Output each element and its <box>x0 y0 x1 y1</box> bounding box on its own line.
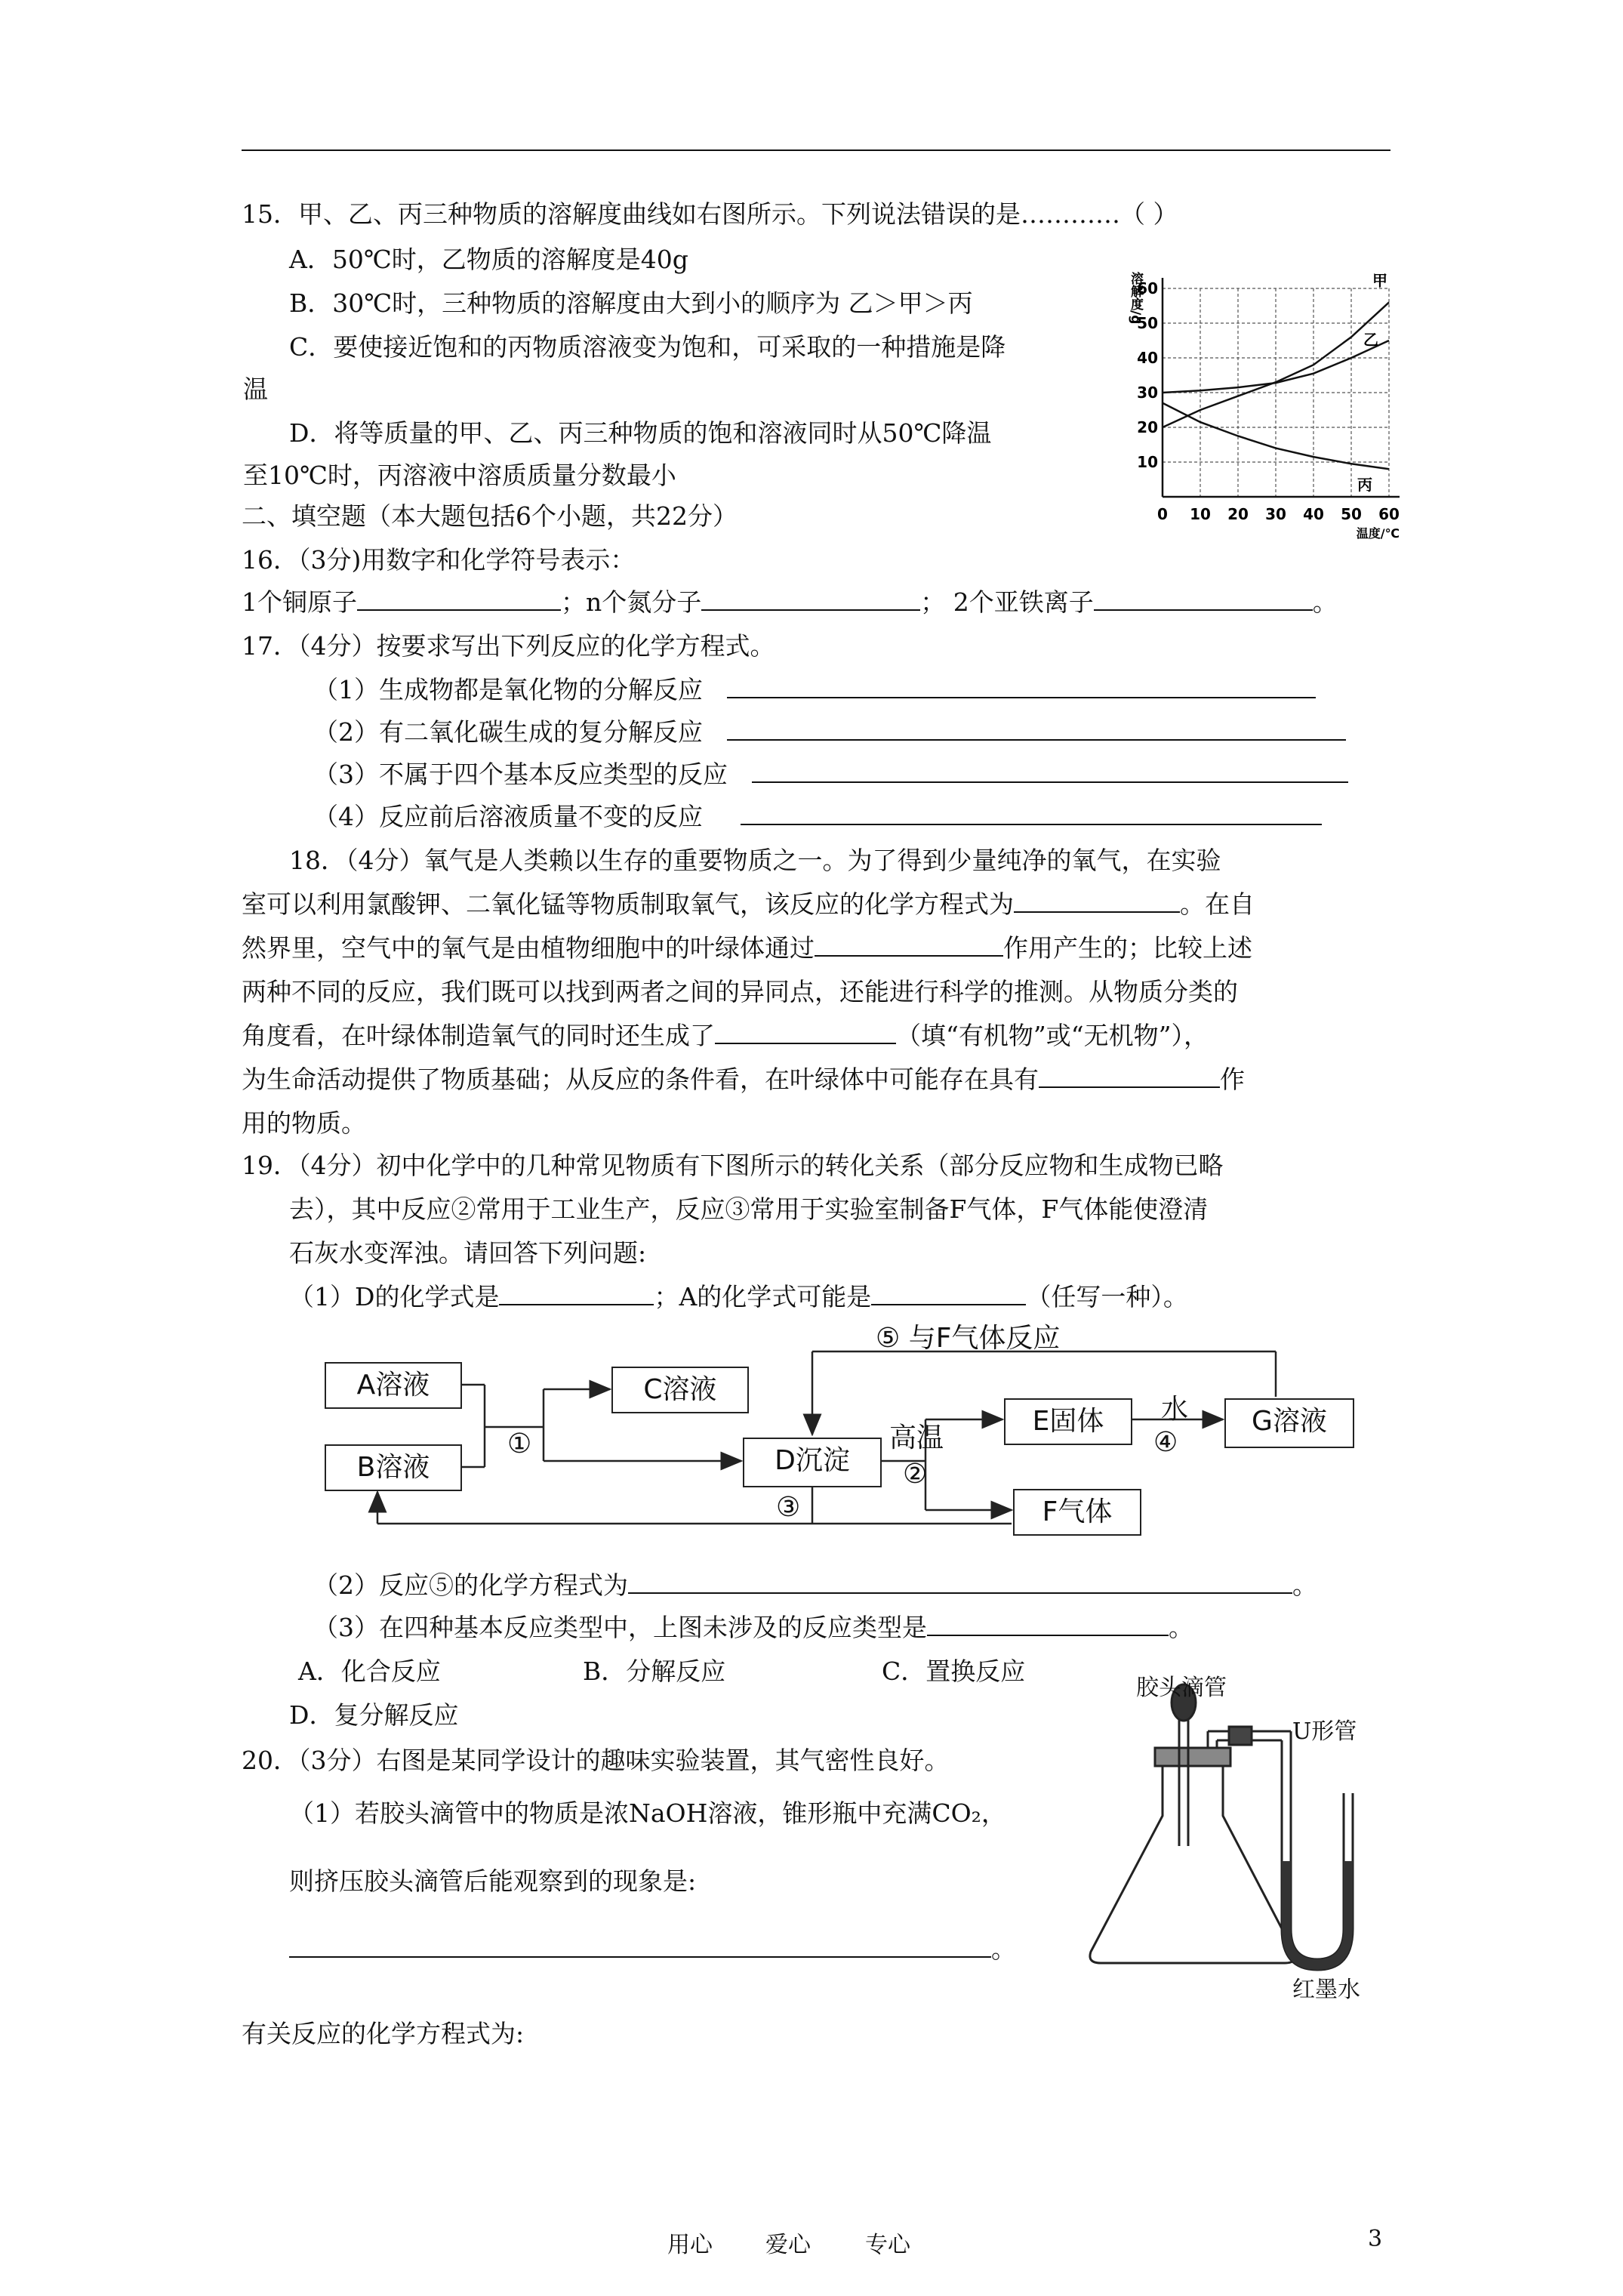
q17-item-4-label: （4）反应前后溶液质量不变的反应 <box>313 802 703 831</box>
q19-blank-1[interactable] <box>499 1281 654 1305</box>
x-tick-label: 0 <box>1157 505 1168 523</box>
y-tick-label: 10 <box>1137 453 1158 471</box>
q18-text-2a: 室可以利用氯酸钾、二氧化锰等物质制取氧气，该反应的化学方程式为 <box>242 889 1014 919</box>
y-axis-label: 溶解度/g <box>1128 272 1143 325</box>
q19-sub-3-label: （3）在四种基本反应类型中，上图未涉及的反应类型是 <box>313 1613 927 1642</box>
node-g-solution: G溶液 <box>1224 1398 1354 1448</box>
q19-sub-1c: （任写一种）。 <box>1026 1282 1188 1311</box>
q17-blank-3[interactable] <box>752 759 1348 783</box>
q18-text-2b: 。在自 <box>1180 889 1255 919</box>
q19-sub-1b: ；A的化学式可能是 <box>654 1282 872 1311</box>
y-tick-label: 50 <box>1137 314 1158 332</box>
q20-end: 。 <box>991 1934 1016 1964</box>
q16-end: 。 <box>1312 587 1338 617</box>
q18-line-5 <box>242 1019 1209 1052</box>
q17-item-2 <box>313 716 1346 749</box>
x-tick-label: 60 <box>1378 505 1400 523</box>
q19-option-b: B．分解反应 <box>583 1657 726 1686</box>
solubility-chart <box>1110 263 1412 542</box>
q18-text-3a: 然界里，空气中的氧气是由植物细胞中的叶绿体通过 <box>242 933 815 963</box>
reaction-2-label: ② <box>903 1459 928 1490</box>
q16-part1: 1个铜原子 <box>242 587 357 617</box>
high-temp-label: 高温 <box>889 1422 944 1453</box>
q16-blank-2[interactable] <box>701 587 920 611</box>
q19-sub-1 <box>289 1281 1188 1314</box>
series-label-3: 丙 <box>1357 476 1372 495</box>
q20-equation-prompt: 有关反应的化学方程式为: <box>242 2019 525 2048</box>
q15-stem: 15．甲、乙、丙三种物质的溶解度曲线如右图所示。下列说法错误的是…………（ ） <box>242 199 1178 229</box>
q17-stem: 17．（4分）按要求写出下列反应的化学方程式。 <box>242 631 775 661</box>
q15-option-a: A．50℃时，乙物质的溶解度是40g <box>289 245 688 274</box>
label-dropper: 胶头滴管 <box>1136 1675 1227 1701</box>
q19-line-3: 石灰水变浑浊。请回答下列问题: <box>289 1238 647 1268</box>
q18-text-5b: （填“有机物”或“无机物”）， <box>896 1021 1209 1050</box>
q17-item-1-label: （1）生成物都是氧化物的分解反应 <box>313 675 703 704</box>
footer-word-1: 用心 <box>667 2232 713 2258</box>
q19-blank-4[interactable] <box>927 1612 1169 1636</box>
q20-blank-1[interactable] <box>289 1934 991 1958</box>
q15-option-b: B．30℃时，三种物质的溶解度由大到小的顺序为 乙＞甲＞丙 <box>289 288 973 318</box>
q18-blank-2[interactable] <box>815 932 1003 957</box>
q16-line <box>242 586 1338 619</box>
x-tick-label: 10 <box>1190 505 1211 523</box>
q19-sub-2-label: （2）反应⑤的化学方程式为 <box>313 1570 628 1600</box>
q18-text-5a: 角度看，在叶绿体制造氧气的同时还生成了 <box>242 1021 715 1050</box>
footer-word-2: 爱心 <box>765 2232 811 2258</box>
x-tick-label: 20 <box>1227 505 1249 523</box>
q19-sub-3 <box>313 1611 1193 1644</box>
q20-answer-line <box>289 1933 1016 1966</box>
reaction-1-label: ① <box>507 1428 532 1459</box>
q17-item-3-label: （3）不属于四个基本反应类型的反应 <box>313 760 728 789</box>
node-a-solution: A溶液 <box>325 1362 462 1409</box>
water-label: 水 <box>1161 1394 1189 1425</box>
x-axis-label: 温度/℃ <box>1356 526 1400 541</box>
page-number: 3 <box>1368 2226 1383 2252</box>
q19-line-2: 去），其中反应②常用于工业生产，反应③常用于实验室制备F气体，F气体能使澄清 <box>289 1194 1209 1224</box>
header-rule <box>242 149 1390 151</box>
q19-option-a: A．化合反应 <box>298 1657 441 1686</box>
q17-blank-1[interactable] <box>727 674 1316 698</box>
q19-sub-2 <box>313 1569 1317 1602</box>
y-tick-label: 20 <box>1137 418 1158 436</box>
q18-line-2 <box>242 888 1255 921</box>
q18-line-1: 18．（4分）氧气是人类赖以生存的重要物质之一。为了得到少量纯净的氧气，在实验 <box>289 846 1221 875</box>
q15-option-c: C．要使接近饱和的丙物质溶液变为饱和，可采取的一种措施是降 <box>289 332 1006 362</box>
q19-sub-1a: （1）D的化学式是 <box>289 1282 500 1311</box>
q19-option-d: D．复分解反应 <box>289 1700 459 1730</box>
q16-part3: ； 2个亚铁离子 <box>920 587 1094 617</box>
chart-axes <box>1163 278 1400 497</box>
q18-line-3 <box>242 932 1252 965</box>
q19-option-c: C．置换反应 <box>882 1657 1026 1686</box>
footer-word-3: 专心 <box>865 2232 910 2258</box>
q15-option-d-cont: 至10℃时，丙溶液中溶质质量分数最小 <box>243 461 676 490</box>
q17-item-4 <box>313 800 1322 834</box>
q15-option-d: D．将等质量的甲、乙、丙三种物质的饱和溶液同时从50℃降温 <box>289 418 992 448</box>
q17-item-2-label: （2）有二氧化碳生成的复分解反应 <box>313 717 703 747</box>
node-f-gas: F气体 <box>1013 1489 1141 1536</box>
q16-stem: 16．（3分)用数字和化学符号表示： <box>242 545 636 575</box>
q19-blank-2[interactable] <box>871 1281 1026 1305</box>
section-title: 二、填空题（本大题包括6个小题，共22分） <box>242 501 738 531</box>
series-label-1: 甲 <box>1372 271 1387 290</box>
q18-line-6 <box>242 1063 1245 1096</box>
x-tick-label: 30 <box>1265 505 1286 523</box>
node-b-solution: B溶液 <box>325 1444 462 1491</box>
y-tick-label: 30 <box>1137 384 1158 402</box>
reaction-3-label: ③ <box>776 1492 801 1523</box>
label-u-tube: U形管 <box>1292 1718 1357 1745</box>
q19-blank-3[interactable] <box>628 1570 1292 1594</box>
node-e-solid: E固体 <box>1004 1398 1132 1445</box>
label-red-ink: 红墨水 <box>1292 1977 1360 2003</box>
q18-blank-3[interactable] <box>715 1020 896 1044</box>
q18-text-6a: 为生命活动提供了物质基础；从反应的条件看，在叶绿体中可能存在具有 <box>242 1065 1039 1094</box>
q19-line-1: 19．（4分）初中化学中的几种常见物质有下图所示的转化关系（部分反应物和生成物已略 <box>242 1151 1224 1180</box>
q19-sub-3-end: 。 <box>1169 1613 1193 1642</box>
q16-blank-1[interactable] <box>357 587 561 611</box>
q18-line-4: 两种不同的反应，我们既可以找到两者之间的异同点，还能进行科学的推测。从物质分类的 <box>242 977 1238 1006</box>
q16-blank-3[interactable] <box>1094 587 1313 611</box>
node-c-solution: C溶液 <box>611 1367 749 1413</box>
q18-text-3b: 作用产生的；比较上述 <box>1003 933 1252 963</box>
q19-sub-2-end: 。 <box>1292 1570 1317 1600</box>
q15-option-c-cont: 温 <box>243 374 268 404</box>
q17-blank-4[interactable] <box>741 801 1322 825</box>
x-tick-label: 50 <box>1341 505 1362 523</box>
y-tick-label: 60 <box>1137 279 1158 297</box>
reaction-5-label: ⑤ 与F气体反应 <box>876 1323 1061 1354</box>
q18-blank-1[interactable] <box>1014 889 1180 913</box>
q17-item-3 <box>313 758 1348 791</box>
y-tick-label: 40 <box>1137 349 1158 367</box>
node-d-precipitate: D沉淀 <box>743 1438 882 1487</box>
chart-grid <box>1163 288 1389 497</box>
x-tick-label: 40 <box>1303 505 1324 523</box>
q16-part2: ；n个氮分子 <box>561 587 702 617</box>
q18-text-6b: 作 <box>1220 1065 1245 1094</box>
q18-blank-4[interactable] <box>1039 1064 1220 1088</box>
q20-stem: 20．（3分）右图是某同学设计的趣味实验装置，其气密性良好。 <box>242 1746 950 1775</box>
q20-sub-1: （1）若胶头滴管中的物质是浓NaOH溶液，锥形瓶中充满CO₂， <box>289 1798 1006 1828</box>
q17-blank-2[interactable] <box>727 717 1346 741</box>
series-label-2: 乙 <box>1363 331 1378 349</box>
q18-line-7: 用的物质。 <box>242 1108 366 1138</box>
reaction-4-label: ④ <box>1153 1427 1178 1458</box>
q20-sub-2: 则挤压胶头滴管后能观察到的现象是: <box>289 1866 697 1896</box>
q17-item-1 <box>313 673 1316 707</box>
